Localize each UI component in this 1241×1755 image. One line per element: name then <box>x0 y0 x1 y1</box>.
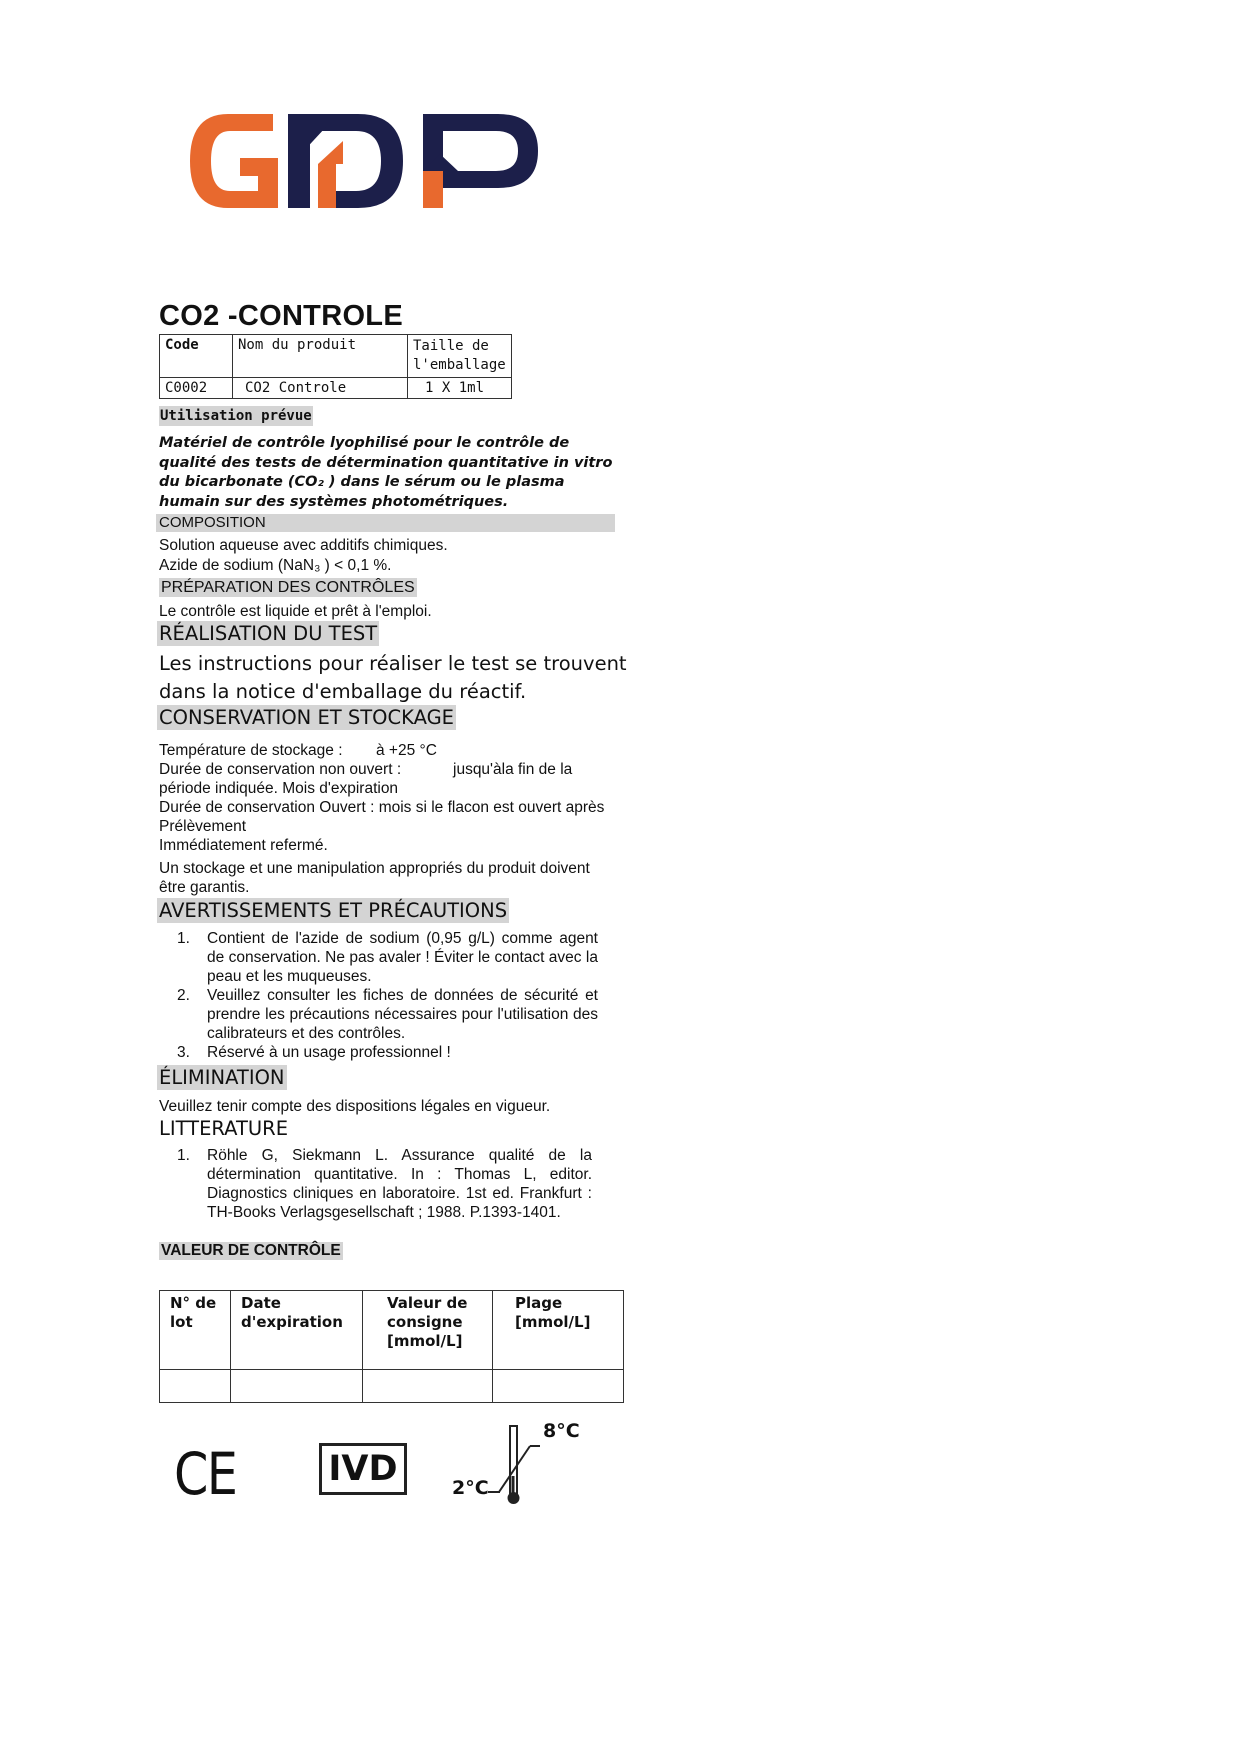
logo-letter-g <box>190 114 278 208</box>
disposal-text: Veuillez tenir compte des dispositions légales en vigueur. <box>159 1098 551 1115</box>
control-value-heading: VALEUR DE CONTRÔLE <box>161 1242 341 1259</box>
header-expiry: Date d'expiration <box>231 1291 363 1370</box>
list-item <box>159 986 598 1043</box>
gdp-logo <box>178 96 558 226</box>
composition-heading: COMPOSITION <box>156 514 615 532</box>
cell-package-size: 1 X 1ml <box>408 378 512 399</box>
cell-expiry <box>231 1370 363 1403</box>
cell-range <box>493 1370 624 1403</box>
test-heading: RÉALISATION DU TEST <box>159 622 378 645</box>
list-item <box>159 1146 592 1222</box>
header-target: Valeur de consigne [mmol/L] <box>363 1291 493 1370</box>
header-product-name: Nom du produit <box>233 335 408 378</box>
header-package-size: Taille de l'emballage <box>408 335 512 378</box>
ce-mark: CE <box>174 1440 237 1508</box>
storage-unopened-cont: période indiquée. Mois d'expiration <box>159 780 399 797</box>
storage-unopened-label: Durée de conservation non ouvert : <box>159 761 402 778</box>
list-number: 3. <box>177 1044 190 1061</box>
list-text: Röhle G, Siekmann L. Assurance qualité de la détermination quantitative. In : Thomas L, editor. Diagnostics cliniques en laboratoire. 1st ed. Frankfurt : TH-Books Verlagsgesellschaft ; 1988. P.1393-1401. <box>207 1147 592 1221</box>
literature-heading: LITTERATURE <box>159 1117 289 1140</box>
literature-list <box>159 1146 592 1222</box>
ivd-symbol: IVD <box>319 1443 407 1495</box>
list-number: 1. <box>177 1147 190 1164</box>
list-text: Contient de l'azide de sodium (0,95 g/L) comme agent de conservation. Ne pas avaler ! Éviter le contact avec la peau et les muqueuses. <box>207 930 598 985</box>
page-title: CO2 -CONTROLE <box>159 300 403 332</box>
composition-line-1: Solution aqueuse avec additifs chimiques. <box>159 537 448 554</box>
header-lot: N° de lot <box>160 1291 231 1370</box>
cell-code: C0002 <box>160 378 233 399</box>
table-row <box>160 378 512 399</box>
logo-orange-arrow <box>318 141 343 164</box>
preparation-text: Le contrôle est liquide et prêt à l'emploi. <box>159 603 432 620</box>
list-text: Veuillez consulter les fiches de données de sécurité et prendre les précautions nécessaires pour l'utilisation des calibrateurs et des contrôles. <box>207 987 598 1042</box>
product-table <box>159 334 512 399</box>
list-number: 1. <box>177 930 190 947</box>
list-number: 2. <box>177 987 190 1004</box>
warnings-list <box>159 929 598 1062</box>
storage-temp-label: Température de stockage : <box>159 742 343 759</box>
intended-use-label: Utilisation prévue <box>160 408 312 424</box>
storage-opened: Durée de conservation Ouvert : mois si le flacon est ouvert après Prélèvement <box>159 799 605 835</box>
table-header-row <box>160 335 512 378</box>
preparation-heading: PRÉPARATION DES CONTRÔLES <box>161 579 415 596</box>
header-range: Plage [mmol/L] <box>493 1291 624 1370</box>
temp-low-label: 2°C <box>452 1477 489 1499</box>
header-code: Code <box>160 335 233 378</box>
disposal-heading: ÉLIMINATION <box>159 1066 285 1089</box>
storage-handling: Un stockage et une manipulation appropriés du produit doivent être garantis. <box>159 860 590 896</box>
warnings-heading: AVERTISSEMENTS ET PRÉCAUTIONS <box>159 899 508 922</box>
storage-unopened-value: jusqu'àla fin de la <box>453 761 573 778</box>
cell-lot <box>160 1370 231 1403</box>
list-item <box>159 929 598 986</box>
storage-temp-value: à +25 °C <box>376 742 437 759</box>
cell-target <box>363 1370 493 1403</box>
storage-heading: CONSERVATION ET STOCKAGE <box>159 706 455 729</box>
composition-line-2: Azide de sodium (NaN₃ ) < 0,1 %. <box>159 557 392 574</box>
table-header-row <box>160 1291 624 1370</box>
control-value-table <box>159 1290 624 1403</box>
temp-high-label: 8°C <box>543 1420 580 1442</box>
logo-p-stem <box>423 171 443 208</box>
list-item <box>159 1043 598 1062</box>
intended-use-text: Matériel de contrôle lyophilisé pour le contrôle de qualité des tests de détermination quantitative in vitro du bicarbonate (CO₂ ) dans le sérum ou le plasma humain sur des systèmes photométriques. <box>159 435 613 510</box>
cell-product-name: CO2 Controle <box>233 378 408 399</box>
table-row <box>160 1370 624 1403</box>
logo-orange-block <box>318 164 336 208</box>
list-text: Réservé à un usage professionnel ! <box>207 1044 451 1061</box>
test-text: Les instructions pour réaliser le test se trouvent dans la notice d'emballage du réactif. <box>159 652 627 703</box>
storage-reclosed: Immédiatement refermé. <box>159 837 328 854</box>
